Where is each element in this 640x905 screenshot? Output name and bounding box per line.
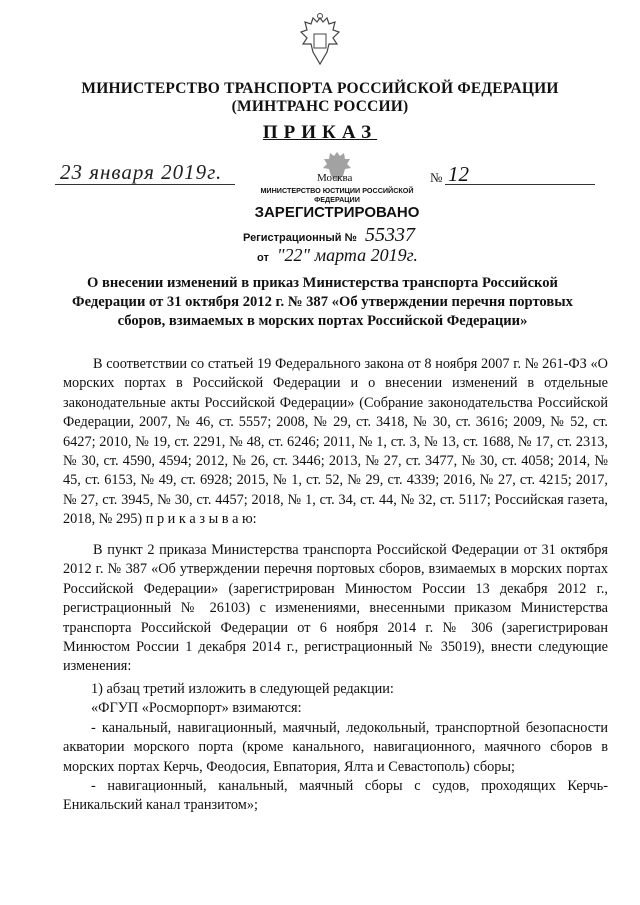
order-date: 23 января 2019г. xyxy=(60,160,223,184)
document-title: О внесении изменений в приказ Министерства транспорта Российской Федерации от 31 октября 2012 г. № 387 «Об утверждении перечня портовых сборов, взимаемых в морских портах Российской Федерации» xyxy=(72,275,573,329)
preamble-paragraph: В соответствии со статьей 19 Федерального закона от 8 ноября 2007 г. № 261-ФЗ «О морских портах в Российской Федерации и о внесении изменений в отдельные законодательные акты Российской Федерации» (Собрание законодательства Российской Федерации, 2007, № 46, ст. 5557; 2008, № 29, ст. 3418, № 30, ст. 3616; 2009, № 52, ст. 6427; 2010, № 19, ст. 2291, № 48, ст. 6246; 2011, № 1, ст. 3, № 13, ст. 1688, № 17, ст. 2313, № 30, ст. 4590, 4594; 2012, № 26, ст. 3446; 2013, № 27, ст. 3477, № 30, ст. 4058; 2014, № 45, ст. 6153, № 49, ст. 6928; 2015, № 1, ст. 52, № 29, ст. 4339; 2016, № 27, ст. 4215; 2017, № 27, ст. 3945, № 30, ст. 4457; 2018, № 1, ст. 34, ст. 44, № 32, ст. 5117; Российская газета, 2018, № 295) п р и к а з ы в а ю: xyxy=(63,356,608,528)
registration-stamp xyxy=(237,148,437,272)
city-label: Москва xyxy=(317,172,353,184)
stamp-regno-value: 55337 xyxy=(365,224,415,246)
stamp-regno-label: Регистрационный № xyxy=(243,232,357,244)
amendment-bullet-2: - навигационный, канальный, маячный сборы с судов, проходящих Керчь-Еникальский канал транзитом»; xyxy=(63,778,608,814)
order-number: 12 xyxy=(448,162,469,186)
doc-type-title: ПРИКАЗ xyxy=(262,122,378,143)
stamp-ministry: МИНИСТЕРСТВО ЮСТИЦИИ РОССИЙСКОЙ ФЕДЕРАЦИИ xyxy=(260,186,414,204)
ministry-name: МИНИСТЕРСТВО ТРАНСПОРТА РОССИЙСКОЙ ФЕДЕРАЦИИ xyxy=(81,80,559,97)
amendments-list xyxy=(63,680,608,816)
main-paragraph: В пункт 2 приказа Министерства транспорта Российской Федерации от 31 октября 2012 г. № 387 «Об утверждении перечня портовых сборов, взимаемых в морских портах Российской Федерации» (зарегистрирован Минюстом России 13 декабря 2012 г., регистрационный № 26103) с изменениями, внесенными приказом Министерства транспорта Российской Федерации от 6 ноября 2014 г. № 306 (зарегистрирован Минюстом России 1 декабря 2014 г., регистрационный № 35019), внести следующие изменения: xyxy=(63,542,608,675)
amendment-quote-start: «ФГУП «Росморпорт» взимаются: xyxy=(91,700,302,717)
number-sign: № xyxy=(430,170,443,185)
coat-of-arms-emblem xyxy=(293,12,347,72)
stamp-from-label: от xyxy=(257,252,269,264)
stamp-from-value: "22" марта 2019г. xyxy=(277,245,418,265)
number-underline xyxy=(445,184,595,185)
amendment-bullet-1: - канальный, навигационный, маячный, ледокольный, транспортной безопасности акватории морского порта (кроме канального, навигационного, маячного сборов в морских портах Керчь, Феодосия, Евпатория, Ялта и Севастополь) сборы; xyxy=(63,719,608,775)
stamp-registered: ЗАРЕГИСТРИРОВАНО xyxy=(254,204,420,221)
double-headed-eagle-icon xyxy=(293,12,347,72)
date-underline xyxy=(55,184,235,185)
ministry-abbrev: (МИНТРАНС РОССИИ) xyxy=(231,98,409,115)
amendment-item-1: 1) абзац третий изложить в следующей редакции: xyxy=(91,681,394,697)
